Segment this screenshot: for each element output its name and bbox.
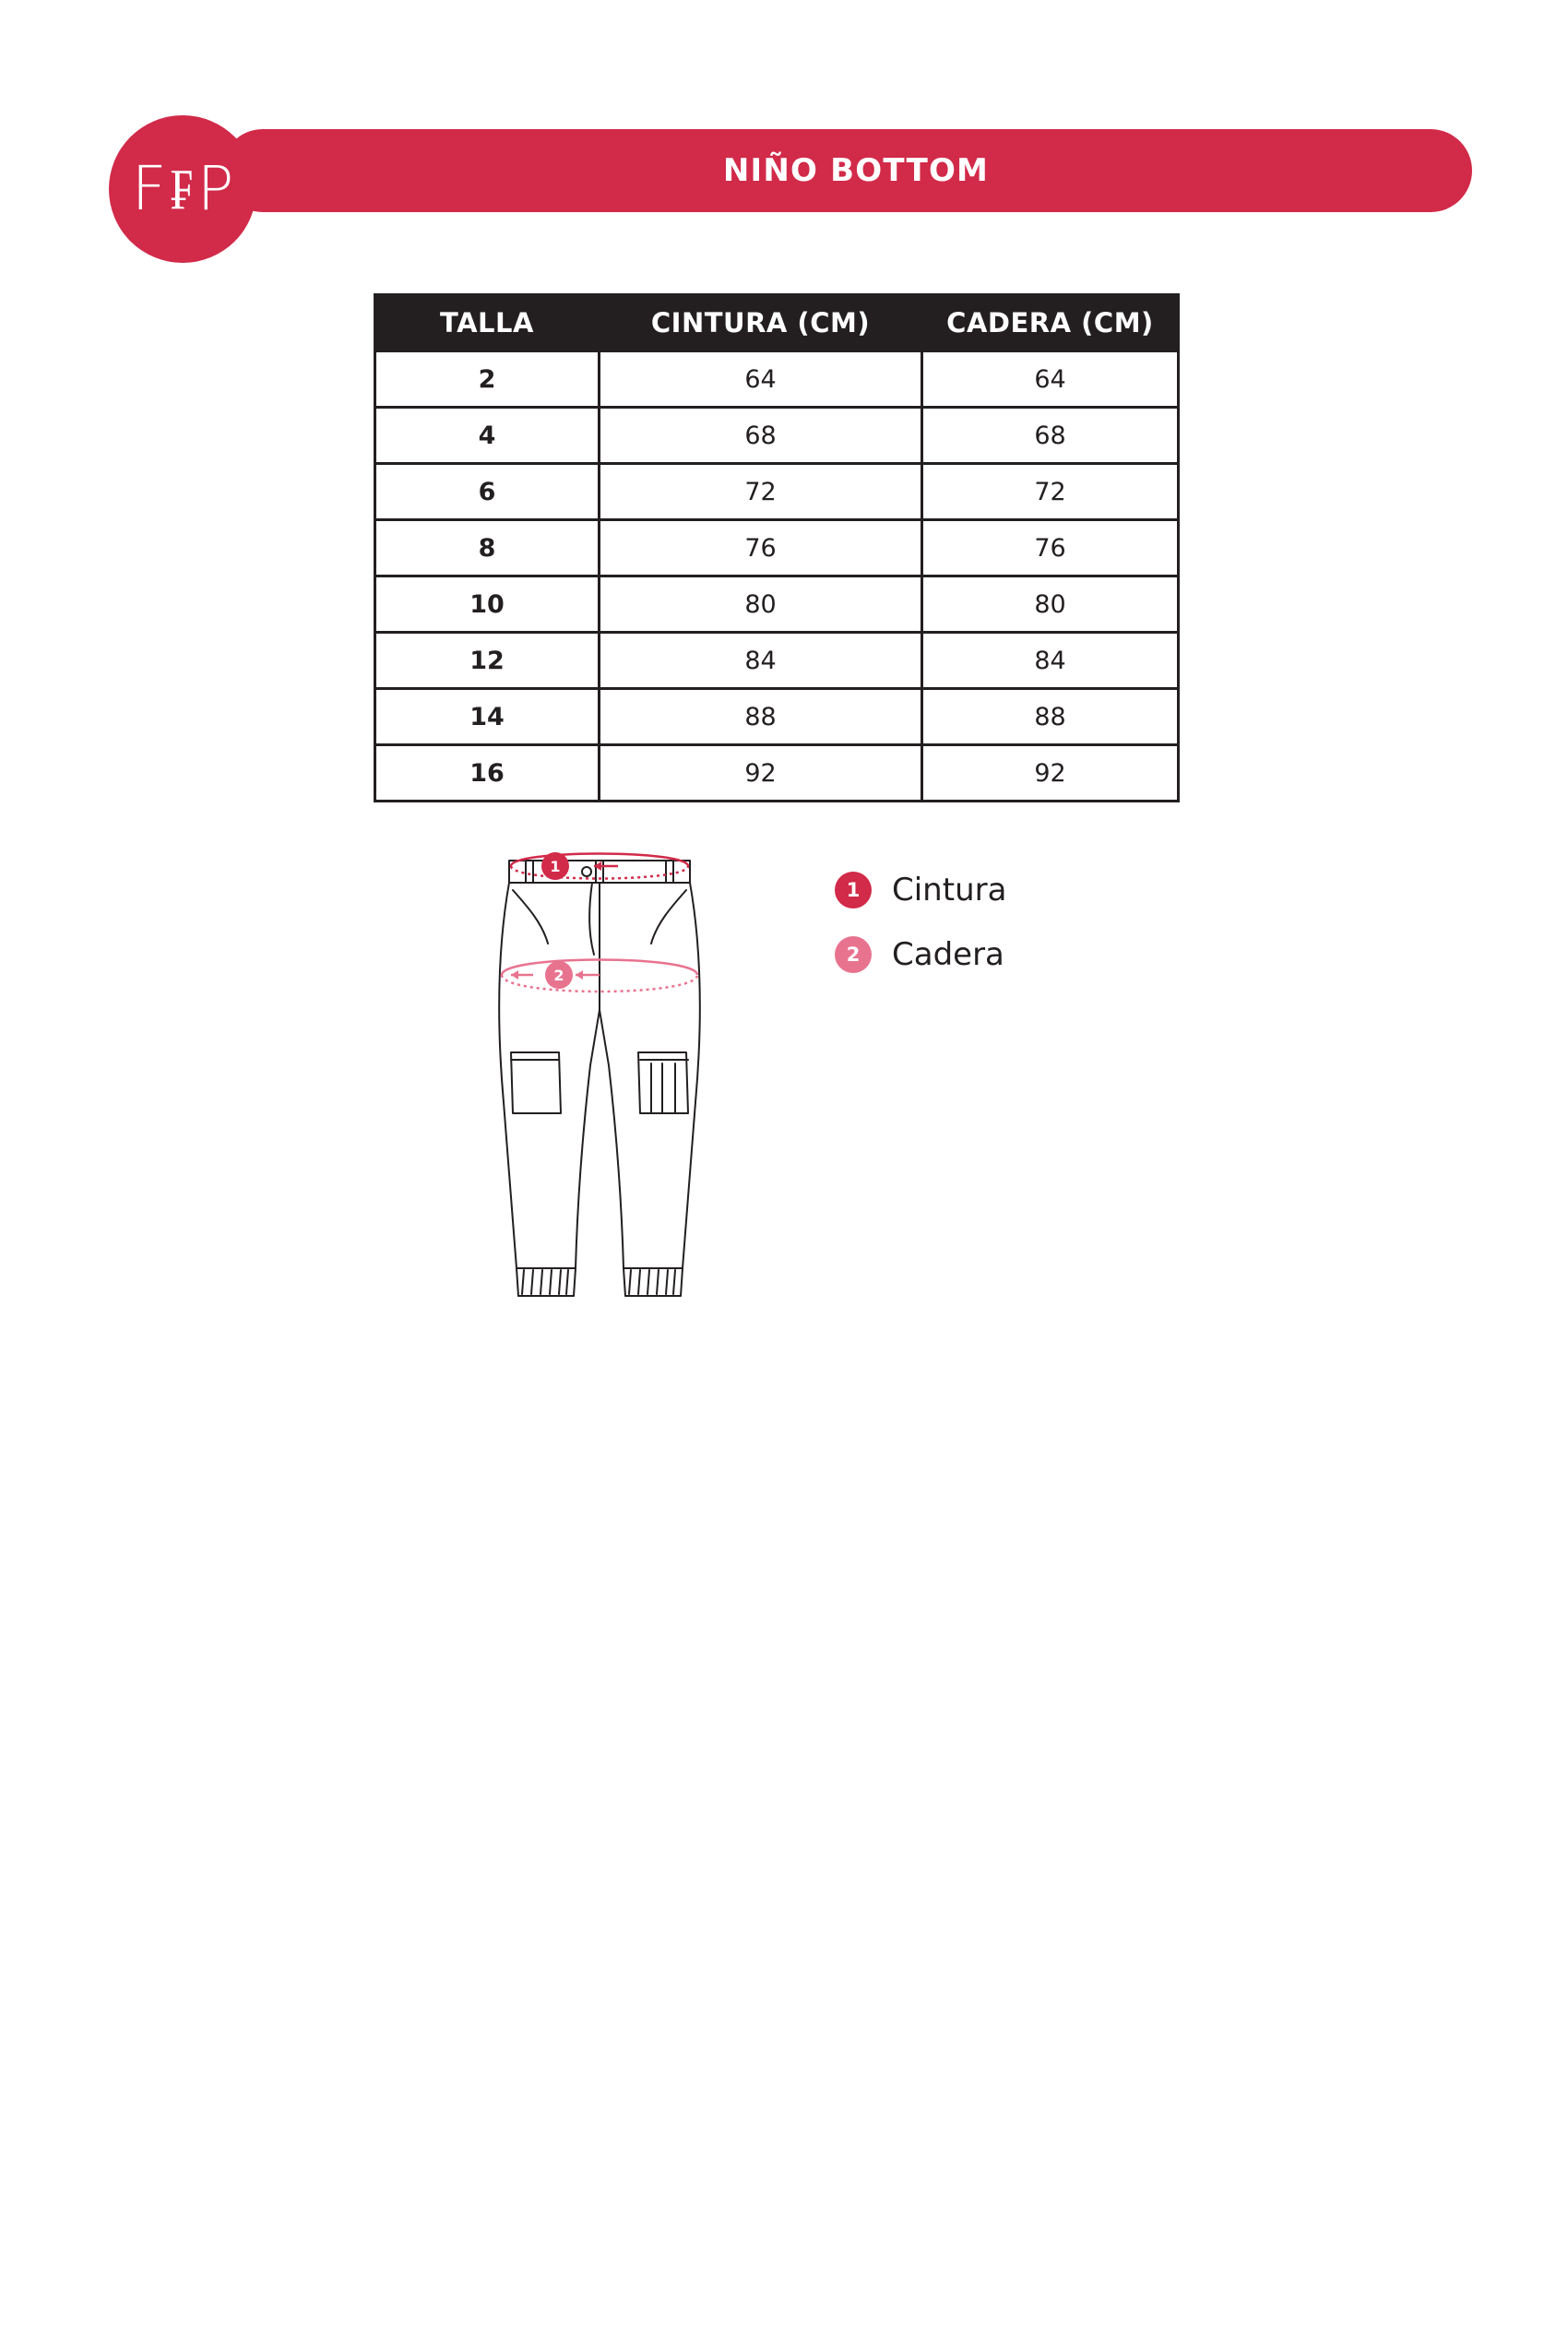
table-row [375,576,1179,633]
cell-cadera: 72 [922,464,1179,520]
pants-illustration [480,835,719,1314]
header-banner [221,129,1472,212]
column-header-talla: TALLA [375,295,600,351]
cell-cadera: 68 [922,408,1179,464]
svg-text:1: 1 [550,858,561,875]
page-title: NIÑO BOTTOM [722,152,990,189]
cell-cadera: 76 [922,520,1179,576]
table-row [375,520,1179,576]
cell-cintura: 72 [600,464,922,520]
size-chart-table-wrapper [374,293,1169,802]
cell-cintura: 68 [600,408,922,464]
svg-text:2: 2 [553,967,564,984]
cell-cintura: 84 [600,633,922,689]
cell-talla: 14 [375,689,600,745]
table-row [375,633,1179,689]
fsp-logo-icon: F ₣ P [131,153,234,224]
cell-cintura: 92 [600,745,922,802]
cell-cintura: 80 [600,576,922,633]
table-row [375,745,1179,802]
table-row [375,408,1179,464]
table-row [375,464,1179,520]
cell-talla: 4 [375,408,600,464]
cell-talla: 12 [375,633,600,689]
column-header-cintura: CINTURA (CM) [600,295,922,351]
page-header [109,129,1472,224]
cell-cintura: 64 [600,351,922,408]
cell-talla: 10 [375,576,600,633]
cell-cadera: 80 [922,576,1179,633]
brand-logo [109,115,256,263]
legend-item-cadera [835,936,1204,973]
cell-cintura: 88 [600,689,922,745]
legend-label-cintura: Cintura [892,872,1007,909]
table-row [375,689,1179,745]
cell-talla: 8 [375,520,600,576]
cell-cadera: 64 [922,351,1179,408]
cell-talla: 2 [375,351,600,408]
size-chart-table [374,293,1180,802]
column-header-cadera: CADERA (CM) [922,295,1179,351]
legend-label-cadera: Cadera [892,936,1004,973]
cell-cintura: 76 [600,520,922,576]
cell-cadera: 84 [922,633,1179,689]
legend-badge-1: 1 [835,872,872,909]
table-row [375,351,1179,408]
cell-cadera: 88 [922,689,1179,745]
cell-talla: 16 [375,745,600,802]
legend-badge-2: 2 [835,936,872,973]
measurement-legend [835,872,1204,1001]
legend-item-cintura [835,872,1204,909]
table-header-row [375,295,1179,351]
cell-cadera: 92 [922,745,1179,802]
cell-talla: 6 [375,464,600,520]
